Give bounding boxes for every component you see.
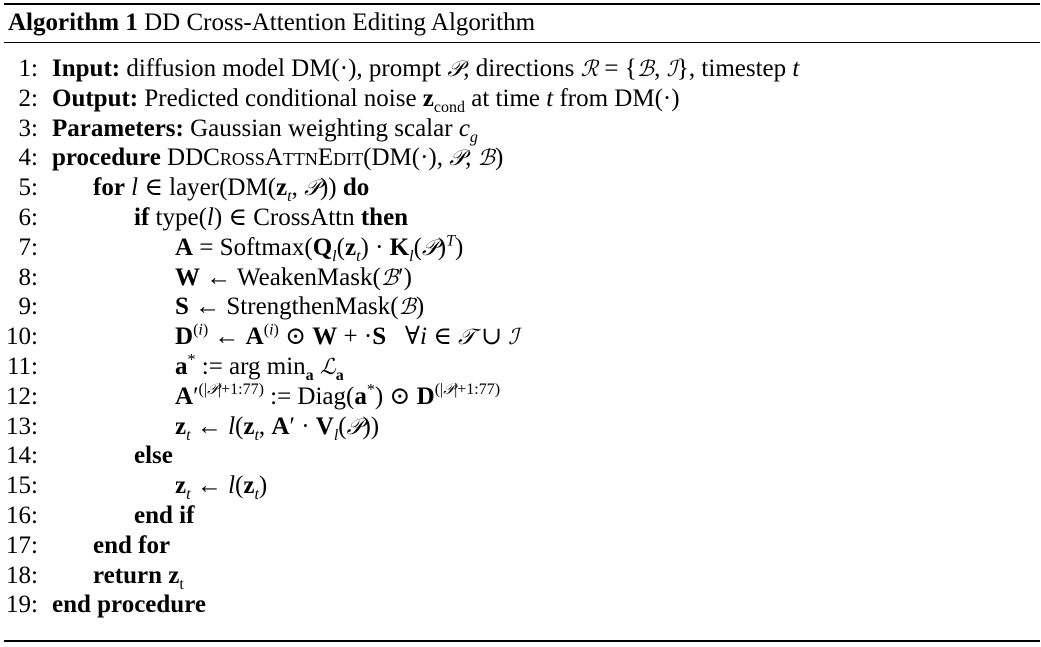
line-code	[52, 84, 680, 114]
line-keyword: for	[93, 174, 125, 202]
line-code	[134, 441, 173, 471]
line-number: 18:	[6, 561, 38, 589]
line-text: a* := arg $\min_a$ ℒ$_a$	[175, 351, 344, 384]
line-text: $z_t$	[168, 561, 184, 593]
line-number: 16:	[6, 502, 38, 529]
line-keyword: end for	[93, 531, 171, 559]
line-text: DDCrossAttnEdit(DM(·), 𝒫, ℬ)	[167, 144, 504, 172]
line-text: $A'^{(|𝒫|+1:77)}$ := Diag(a*) ⊙ $D^{(|𝒫|+1:77)}$	[175, 380, 501, 410]
line-number: 11:	[6, 353, 38, 380]
line-text: type(l) ∈ CrossAttn then	[149, 204, 409, 231]
line-keyword: end procedure	[52, 591, 206, 619]
line-number: 15:	[6, 472, 38, 500]
line-keyword: if	[134, 204, 150, 231]
line-text: l ∈ $layer(DM(z_t$, 𝒫)) do	[131, 174, 370, 206]
line-number: 2:	[18, 84, 38, 112]
line-number: 5:	[18, 174, 38, 202]
line-keyword: else	[134, 442, 173, 470]
line-number: 1:	[18, 55, 38, 82]
line-number: 17:	[6, 531, 38, 559]
line-code	[93, 531, 170, 561]
line-code	[175, 352, 344, 383]
line-code	[175, 233, 463, 264]
line-code	[134, 203, 408, 233]
line-code	[175, 412, 379, 443]
line-text: $D^{(i)}$ ← $A^{(i)}$ ⊙ W + ·S ∀i ∈ 𝒯 ∪ ℐ	[175, 321, 519, 351]
line-number: 12:	[6, 382, 38, 410]
line-text: S ← StrengthenMask(ℬ)	[175, 293, 425, 321]
line-code	[93, 173, 369, 204]
line-number: 14:	[6, 442, 38, 470]
top-rule	[4, 3, 1040, 5]
line-code	[52, 143, 503, 174]
line-number: 9:	[18, 293, 38, 321]
line-text: Predicted conditional noise $z_{cond}$ at time t from DM(·)	[138, 84, 680, 116]
line-number: 8:	[18, 263, 38, 291]
line-code	[175, 382, 500, 412]
line-code	[175, 292, 424, 323]
algorithm-title: DD Cross-Attention Editing Algorithm	[144, 9, 536, 36]
line-code	[93, 561, 184, 591]
line-number: 3:	[18, 114, 38, 142]
line-keyword: Output:	[52, 84, 139, 112]
line-code	[175, 471, 268, 504]
bottom-rule	[4, 640, 1040, 642]
line-text: diffusion model DM(·), prompt 𝒫, directions ℛ = {ℬ, ℐ}, timestep t	[120, 55, 800, 82]
line-text: Gaussian weighting scalar $c_g$	[183, 114, 478, 146]
line-number: 7:	[18, 233, 38, 261]
line-keyword: Input:	[52, 55, 121, 82]
line-code	[52, 54, 799, 85]
caption-rule	[4, 42, 1040, 43]
line-keyword: Parameters:	[52, 114, 184, 142]
line-text: $A = Softmax(Q_l(z_t)$ · $K_l(𝒫)^T$)	[175, 232, 464, 265]
algorithm-caption	[8, 8, 535, 38]
line-keyword: end if	[134, 502, 195, 529]
line-code	[175, 263, 412, 294]
line-code	[134, 501, 194, 531]
line-code	[52, 114, 478, 144]
line-text: W ← WeakenMask(ℬ′)	[175, 263, 412, 291]
line-number: 13:	[6, 412, 38, 440]
line-number: 19:	[6, 591, 38, 619]
line-keyword: return	[93, 561, 162, 589]
line-keyword: procedure	[52, 144, 161, 172]
algorithm-label: Algorithm 1	[8, 9, 138, 36]
line-number: 4:	[18, 144, 38, 172]
line-code	[52, 590, 206, 620]
line-number: 6:	[18, 204, 38, 231]
line-number: 10:	[6, 323, 38, 351]
line-text: $z_t$ ← $l(z_t$, $A' \cdot V_l(𝒫)$)	[175, 412, 380, 444]
line-text: $z_t$ ← $l(z_t)$	[175, 472, 268, 504]
line-code	[175, 322, 519, 353]
